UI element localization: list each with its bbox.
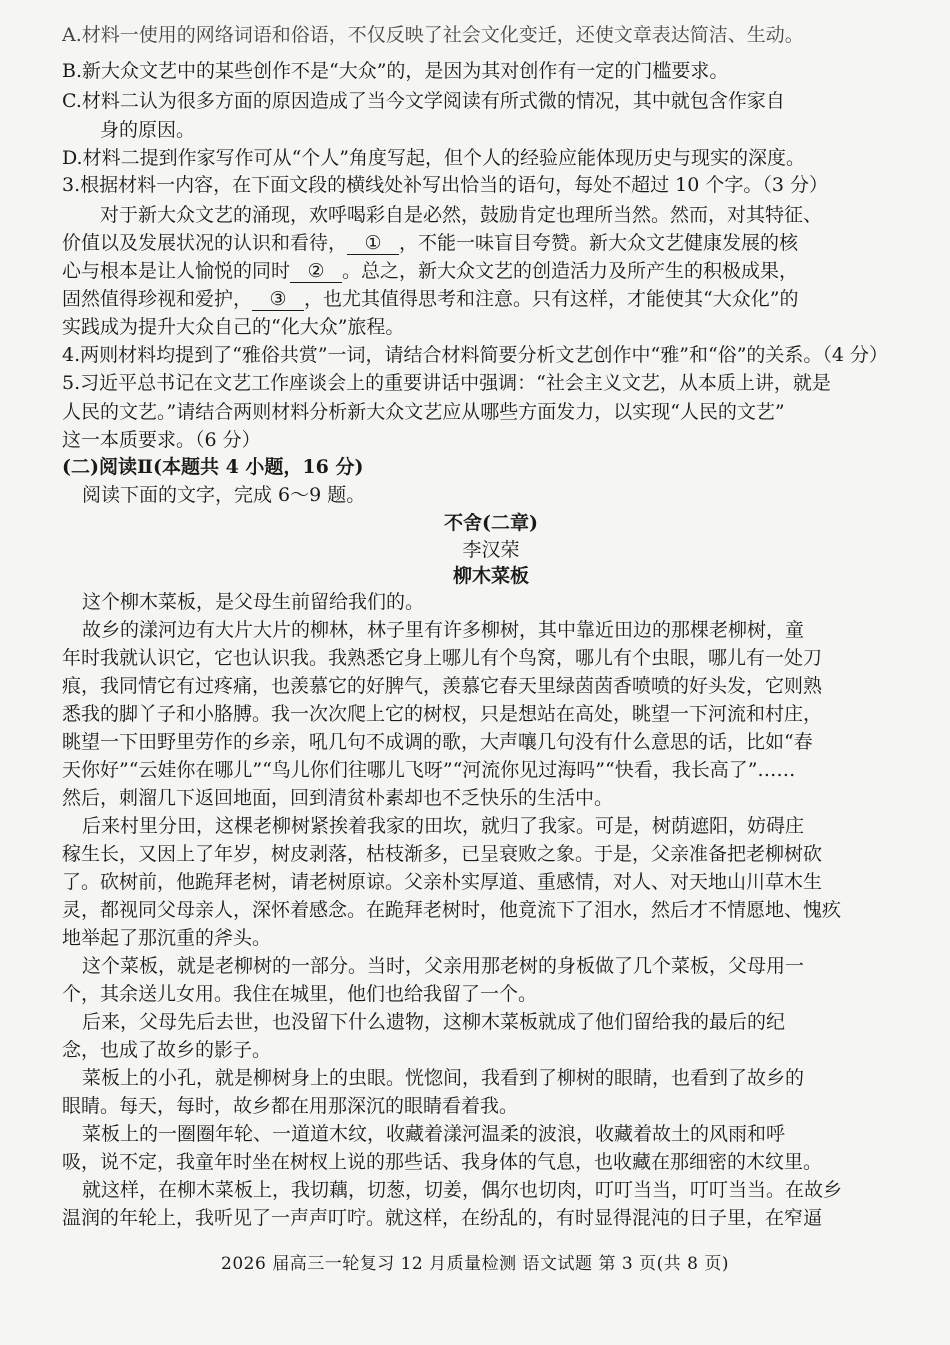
article-line: 灵，都视同父母亲人，深怀着感念。在跪拜老树时，他竟流下了泪水，然后才不情愿地、愧疚 (62, 899, 842, 921)
blank-1[interactable]: ① (347, 232, 399, 255)
article-line: 菜板上的一圈圈年轮、一道道木纹，收藏着漾河温柔的波浪，收藏着故土的风雨和呼 (82, 1123, 786, 1145)
article-subtitle: 柳木菜板 (452, 565, 529, 587)
option-c-line1: C.材料二认为很多方面的原因造成了当今文学阅读有所式微的情况，其中就包含作家自 (62, 90, 785, 112)
q3-text-4b: ，也尤其值得思考和注意。只有这样，才能使其“大众化”的 (304, 288, 799, 310)
article-line: 痕，我同情它有过疼痛，也羡慕它的好脾气，羡慕它春天里绿茵茵香喷喷的好头发，它则熟 (62, 675, 823, 697)
article-line: 后来村里分田，这棵老柳树紧挨着我家的田坎，就归了我家。可是，树荫遮阳，妨碍庄 (82, 815, 805, 837)
article-line: 念，也成了故乡的影子。 (62, 1039, 272, 1061)
q3-passage-line1: 对于新大众文艺的涌现，欢呼喝彩自是必然，鼓励肯定也理所当然。然而，对其特征、 (100, 204, 823, 226)
q3-text-2b: ，不能一味盲目夸赞。新大众文艺健康发展的核 (399, 232, 799, 254)
q3-passage-line4 (62, 286, 920, 312)
section-heading: (二)阅读Ⅱ(本题共 4 小题，16 分) (62, 456, 364, 478)
article-line: 温润的年轮上，我听见了一声声叮咛。就这样，在纷乱的，有时显得混沌的日子里，在窄逼 (62, 1207, 823, 1229)
article-line: 菜板上的小孔，就是柳树身上的虫眼。恍惚间，我看到了柳树的眼睛，也看到了故乡的 (82, 1067, 805, 1089)
article-line: 这个菜板，就是老柳树的一部分。当时，父亲用那老树的身板做了几个菜板，父母用一 (82, 955, 805, 977)
article-line: 个，其余送儿女用。我住在城里，他们也给我留了一个。 (62, 983, 538, 1005)
q3-passage-line5: 实践成为提升大众自己的“化大众”旅程。 (62, 316, 405, 338)
question-4: 4.两则材料均提到了“雅俗共赏”一词，请结合材料简要分析文艺创作中“雅”和“俗”的关系。（4 分） (62, 344, 889, 366)
blank-2[interactable]: ② (290, 260, 342, 283)
cut-off-option-a: A.材料一使用的网络词语和俗语，不仅反映了社会文化变迁，还使文章表达简洁、生动。 (62, 24, 804, 46)
option-c-line2: 身的原因。 (100, 119, 196, 141)
page-footer: 2026 届高三一轮复习 12 月质量检测 语文试题 第 3 页(共 8 页) (221, 1254, 729, 1274)
article-line: 眼睛。每天，每时，故乡都在用那深沉的眼睛看着我。 (62, 1095, 519, 1117)
article-line: 地举起了那沉重的斧头。 (62, 927, 272, 949)
article-line: 稼生长，又因上了年岁，树皮剥落，枯枝渐多，已呈衰败之象。于是，父亲准备把老柳树砍 (62, 843, 823, 865)
question-5-line1: 5.习近平总书记在文艺工作座谈会上的重要讲话中强调：“社会主义文艺，从本质上讲，就是 (62, 372, 831, 394)
article-line: 眺望一下田野里劳作的乡亲，吼几句不成调的歌，大声嚷几句没有什么意思的话，比如“春 (62, 731, 813, 753)
question-5-line3: 这一本质要求。（6 分） (62, 429, 261, 451)
q3-text-4a: 固然值得珍视和爱护， (62, 288, 253, 310)
option-b: B.新大众文艺中的某些创作不是“大众”的，是因为其对创作有一定的门槛要求。 (62, 60, 729, 82)
blank-3[interactable]: ③ (252, 288, 304, 311)
article-line: 后来，父母先后去世，也没留下什么遗物，这柳木菜板就成了他们留给我的最后的纪 (82, 1011, 786, 1033)
option-d: D.材料二提到作家写作可从“个人”角度写起，但个人的经验应能体现历史与现实的深度。 (62, 147, 806, 169)
section-instruction: 阅读下面的文字，完成 6～9 题。 (82, 484, 366, 506)
article-title: 不舍(二章) (444, 512, 538, 534)
article-line: 年时我就认识它，它也认识我。我熟悉它身上哪儿有个鸟窝，哪儿有个虫眼，哪儿有一处刀 (62, 647, 823, 669)
article-line: 天你好”“云娃你在哪儿”“鸟儿你们往哪儿飞呀”“河流你见过海吗”“快看，我长高了”…… (62, 759, 796, 781)
q3-passage-line2 (62, 230, 920, 256)
article-line: 这个柳木菜板，是父母生前留给我们的。 (82, 591, 425, 613)
q3-text-2a: 价值以及发展状况的认识和看待， (62, 232, 348, 254)
q3-text-3a: 心与根本是让人愉悦的同时 (62, 260, 291, 282)
article-author: 李汉荣 (462, 539, 520, 561)
article-line: 故乡的漾河边有大片大片的柳林，林子里有许多柳树，其中靠近田边的那棵老柳树，童 (82, 619, 805, 641)
q3-text-3b: 。总之，新大众文艺的创造活力及所产生的积极成果， (342, 260, 799, 282)
article-line: 然后，刺溜几下返回地面，回到清贫朴素却也不乏快乐的生活中。 (62, 787, 614, 809)
article-line: 悉我的脚丫子和小胳膊。我一次次爬上它的树杈，只是想站在高处，眺望一下河流和村庄， (62, 703, 823, 725)
question-3: 3.根据材料一内容，在下面文段的横线处补写出恰当的语句，每处不超过 10 个字。（3 分） (62, 174, 829, 196)
q3-passage-line3 (62, 258, 920, 284)
question-5-line2: 人民的文艺。”请结合两则材料分析新大众文艺应从哪些方面发力，以实现“人民的文艺” (62, 401, 785, 423)
article-line: 了。砍树前，他跪拜老树，请老树原谅。父亲朴实厚道、重感情，对人、对天地山川草木生 (62, 871, 823, 893)
article-line: 就这样，在柳木菜板上，我切藕，切葱，切姜，偶尔也切肉，叮叮当当，叮叮当当。在故乡 (82, 1179, 843, 1201)
article-line: 吸，说不定，我童年时坐在树杈上说的那些话、我身体的气息，也收藏在那细密的木纹里。 (62, 1151, 823, 1173)
